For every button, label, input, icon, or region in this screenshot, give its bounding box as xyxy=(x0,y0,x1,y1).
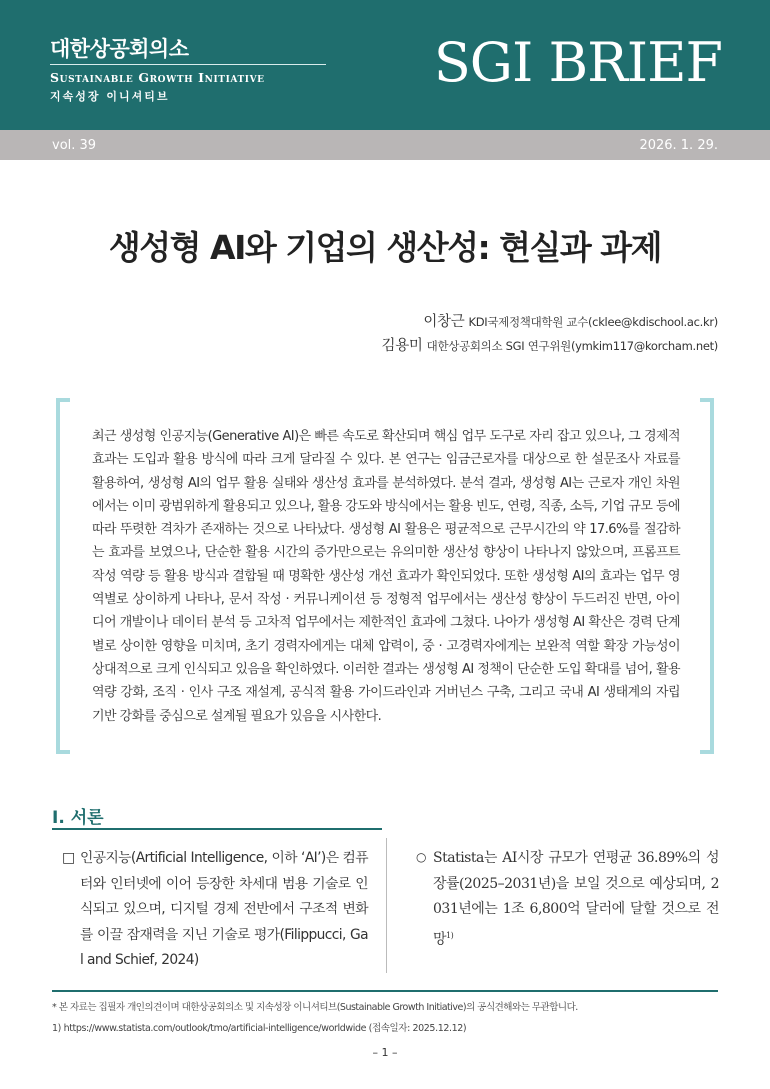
page-number: – 1 – xyxy=(372,1046,398,1059)
right-column-text xyxy=(433,846,719,953)
section-rule xyxy=(52,828,382,830)
column-divider xyxy=(386,838,387,973)
org-name-english: Sustainable Growth Initiative xyxy=(50,70,265,85)
footnote-1: 1) https://www.statista.com/outlook/tmo/artificial-intelligence/worldwide (접속일자: 2025.12.12) xyxy=(52,1023,467,1034)
abstract-bracket-left xyxy=(56,398,70,754)
footer-rule xyxy=(52,990,718,992)
author-affiliation: KDI국제정책대학원 교수(cklee@kdischool.ac.kr) xyxy=(468,315,718,329)
org-divider xyxy=(50,64,326,65)
footnote-ref: 1) xyxy=(446,930,454,940)
author-1 xyxy=(423,310,718,331)
author-name: 김용미 xyxy=(381,338,423,354)
document-title: 생성형 AI와 기업의 생산성: 현실과 과제 xyxy=(108,228,662,267)
left-column-text: 인공지능(Artificial Intelligence, 이하 ‘AI’)은 컴퓨터와 인터넷에 이어 등장한 차세대 범용 기술로 인식되고 있으며, 디지털 경제 전반에서 구조적 변화를 이끌 잠재력을 지닌 기술로 평가(Filippucci, Gal and Schief, 2024) xyxy=(80,850,368,968)
right-column-body: Statista는 AI시장 규모가 연평균 36.89%의 성장률(2025–2031년)을 보일 것으로 예상되며, 2031년에는 1조 6,800억 달러에 달할 것으로 전망 xyxy=(433,850,719,948)
issue-date: 2026. 1. 29. xyxy=(639,138,718,153)
circle-bullet-icon: ○ xyxy=(416,850,427,864)
brief-title: SGI BRIEF xyxy=(433,31,722,94)
issue-bar xyxy=(0,130,770,160)
abstract-text: 최근 생성형 인공지능(Generative AI)은 빠른 속도로 확산되며 핵심 업무 도구로 자리 잡고 있으나, 그 경제적 효과는 도입과 활용 방식에 따라 크게 달라질 수 있다. 본 연구는 임금근로자를 대상으로 한 설문조사 자료를 활용하여, 생성형 AI의 업무 활용 실태와 생산성 효과를 분석하였다. 분석 결과, 생성형 AI는 근로자 개인 차원에서는 이미 광범위하게 활용되고 있으나, 활용 강도와 방식에서는 활용 빈도, 연령, 직종, 소득, 기업 규모 등에 따라 뚜렷한 격차가 존재하는 것으로 나타났다. 생성형 AI 활용은 평균적으로 근무시간의 약 17.6%를 절감하는 효과를 보였으나, 단순한 활용 시간의 증가만으로는 유의미한 생산성 향상이 나타나지 않았으며, 프롬프트 작성 역량 등 활용 방식과 결합될 때 명확한 생산성 개선 효과가 확인되었다. 또한 생성형 AI의 효과는 업무 영역별로 상이하게 나타나, 문서 작성 · 커뮤니케이션 등 정형적 업무에서는 생산성 향상이 두드러진 반면, 아이디어 개발이나 데이터 분석 등 고차적 업무에서는 제한적인 효과에 그쳤다. 나아가 생성형 AI 확산은 경력 단계별로 상이한 영향을 미치며, 초기 경력자에게는 대체 압력이, 중 · 고경력자에게는 보완적 역할 확장 가능성이 상대적으로 크게 인식되고 있음을 확인하였다. 이러한 결과는 생성형 AI 정책이 단순한 도입 확대를 넘어, 활용 역량 강화, 조직 · 인사 구조 재설계, 공식적 활용 가이드라인과 거버넌스 구축, 그리고 국내 AI 생태계의 자립 기반 강화를 중심으로 설계될 필요가 있음을 시사한다. xyxy=(92,429,680,724)
disclaimer-note: * 본 자료는 집필자 개인의견이며 대한상공회의소 및 지속성장 이니셔티브(Sustainable Growth Initiative)의 공식견해와는 무관합니다. xyxy=(52,1002,578,1013)
author-2 xyxy=(382,334,718,355)
section-title: Ⅰ. 서론 xyxy=(52,808,104,828)
abstract-bracket-right xyxy=(700,398,714,754)
author-name: 이창근 xyxy=(423,314,465,330)
author-affiliation: 대한상공회의소 SGI 연구위원(ymkim117@korcham.net) xyxy=(426,339,718,353)
org-subtitle: 지속성장 이니셔티브 xyxy=(50,90,170,103)
square-bullet-icon: □ xyxy=(62,850,76,866)
volume-number: vol. 39 xyxy=(52,138,97,153)
org-name-korean: 대한상공회의소 xyxy=(50,37,189,61)
header-banner xyxy=(0,0,770,130)
